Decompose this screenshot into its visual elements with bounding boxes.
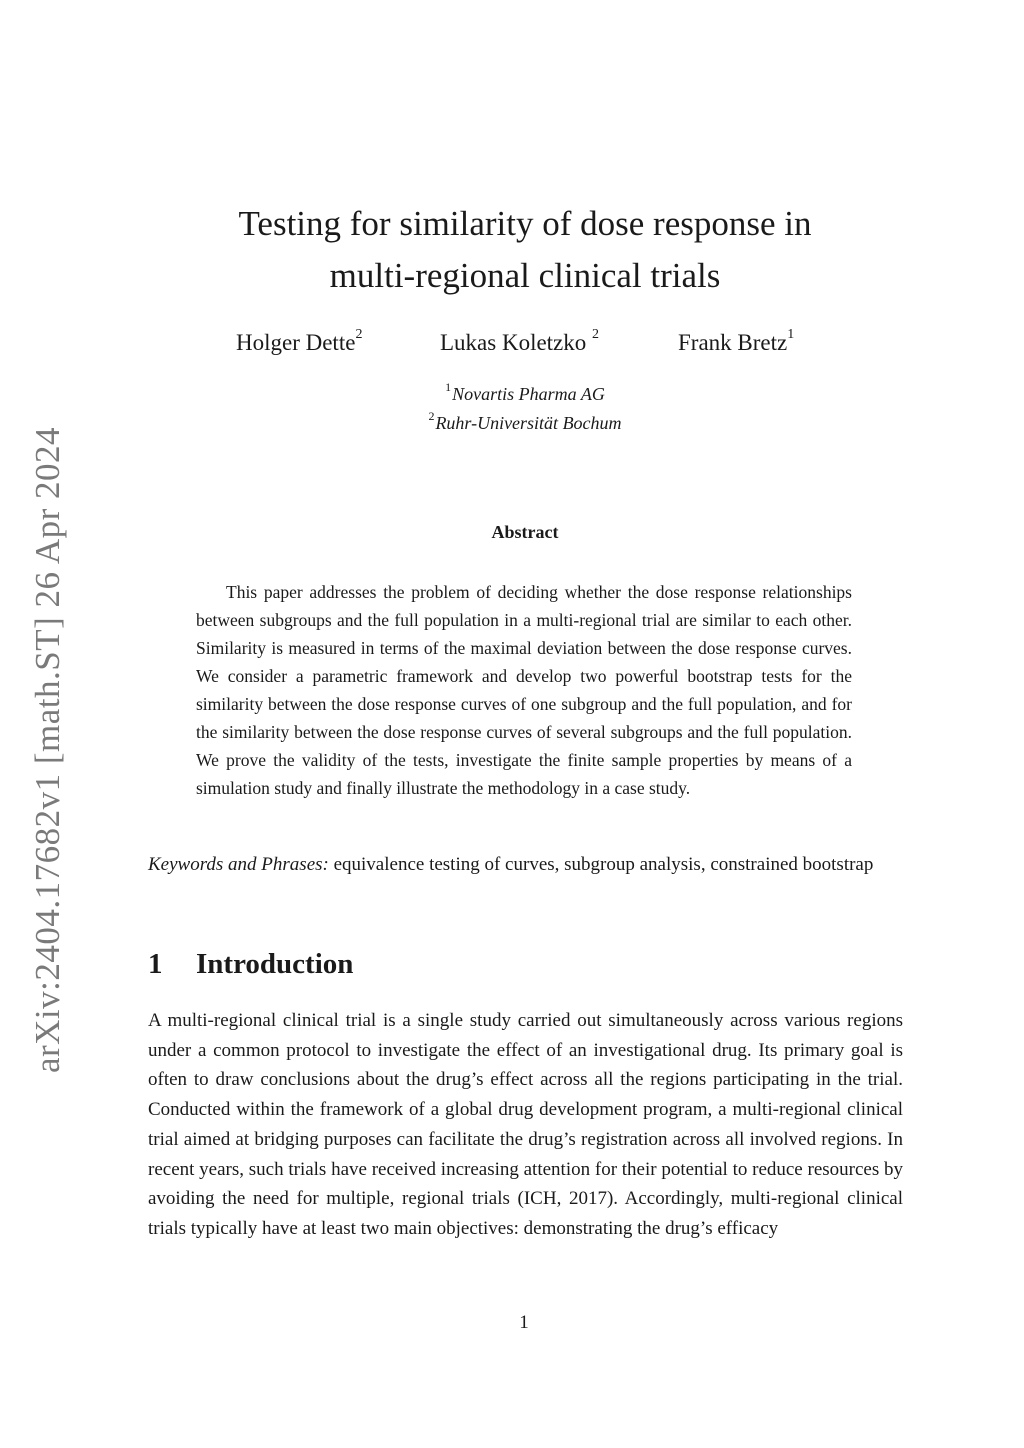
- author-name: Frank Bretz: [678, 330, 788, 355]
- section-title: Introduction: [196, 948, 354, 980]
- abstract-heading: Abstract: [491, 522, 559, 542]
- keywords-label: Keywords and Phrases:: [148, 854, 329, 875]
- author-name: Holger Dette: [236, 330, 356, 355]
- author-3: [678, 327, 795, 356]
- keywords-text: equivalence testing of curves, subgroup analysis, constrained bootstrap: [328, 854, 874, 875]
- affiliation-mark: 2: [428, 409, 435, 423]
- section-number: 1: [148, 948, 163, 980]
- affiliation-name: Ruhr-Universität Bochum: [435, 413, 622, 433]
- affiliation-mark: 1: [445, 380, 452, 394]
- author-2: [440, 327, 600, 356]
- title-line-2: multi-regional clinical trials: [329, 256, 721, 295]
- affiliation-1: [150, 382, 900, 405]
- author-name: Lukas Koletzko: [440, 330, 593, 355]
- arxiv-stamp: [8, 426, 88, 1074]
- title-line-1: Testing for similarity of dose response in: [238, 204, 812, 243]
- arxiv-identifier: arXiv:2404.17682v1 [math.ST] 26 Apr 2024: [28, 426, 67, 1074]
- author-affil-mark: 2: [592, 327, 600, 343]
- author-1: [236, 327, 363, 356]
- introduction-text: A multi-regional clinical trial is a single study carried out simultaneously across various regions under a common protocol to investigate the effect of an investigational drug. Its primary goal is often to draw conclusions about the drug’s effect across all the regions participating in the trial. Conducted within the framework of a global drug development program, a multi-regional clinical trial aimed at bridging purposes can facilitate the drug’s registration across all involved regions. In recent years, such trials have received increasing attention for their potential to reduce resources by avoiding the need for multiple, regional trials (ICH, 2017). Accordingly, multi-regional clinical trials typically have at least two main objectives: demonstrating the drug’s efficacy: [148, 1010, 903, 1239]
- paper-title: [150, 198, 900, 302]
- keywords: [148, 850, 903, 880]
- affiliation-name: Novartis Pharma AG: [452, 384, 605, 404]
- section-heading: [148, 948, 353, 981]
- author-affil-mark: 2: [355, 327, 363, 343]
- affiliation-2: [150, 411, 900, 434]
- author-affil-mark: 1: [787, 327, 795, 343]
- page-number: 1: [519, 1312, 529, 1333]
- abstract-text: This paper addresses the problem of deciding whether the dose response relationships between subgroups and the full population in a multi-regional trial are similar to each other. Similarity is measured in terms of the maximal deviation between the dose response curves. We consider a parametric framework and develop two powerful bootstrap tests for the similarity between the dose response curves of one subgroup and the full population, and for the similarity between the dose response curves of several subgroups and the full population. We prove the validity of the tests, investigate the finite sample properties by means of a simulation study and finally illustrate the methodology in a case study.: [196, 582, 852, 798]
